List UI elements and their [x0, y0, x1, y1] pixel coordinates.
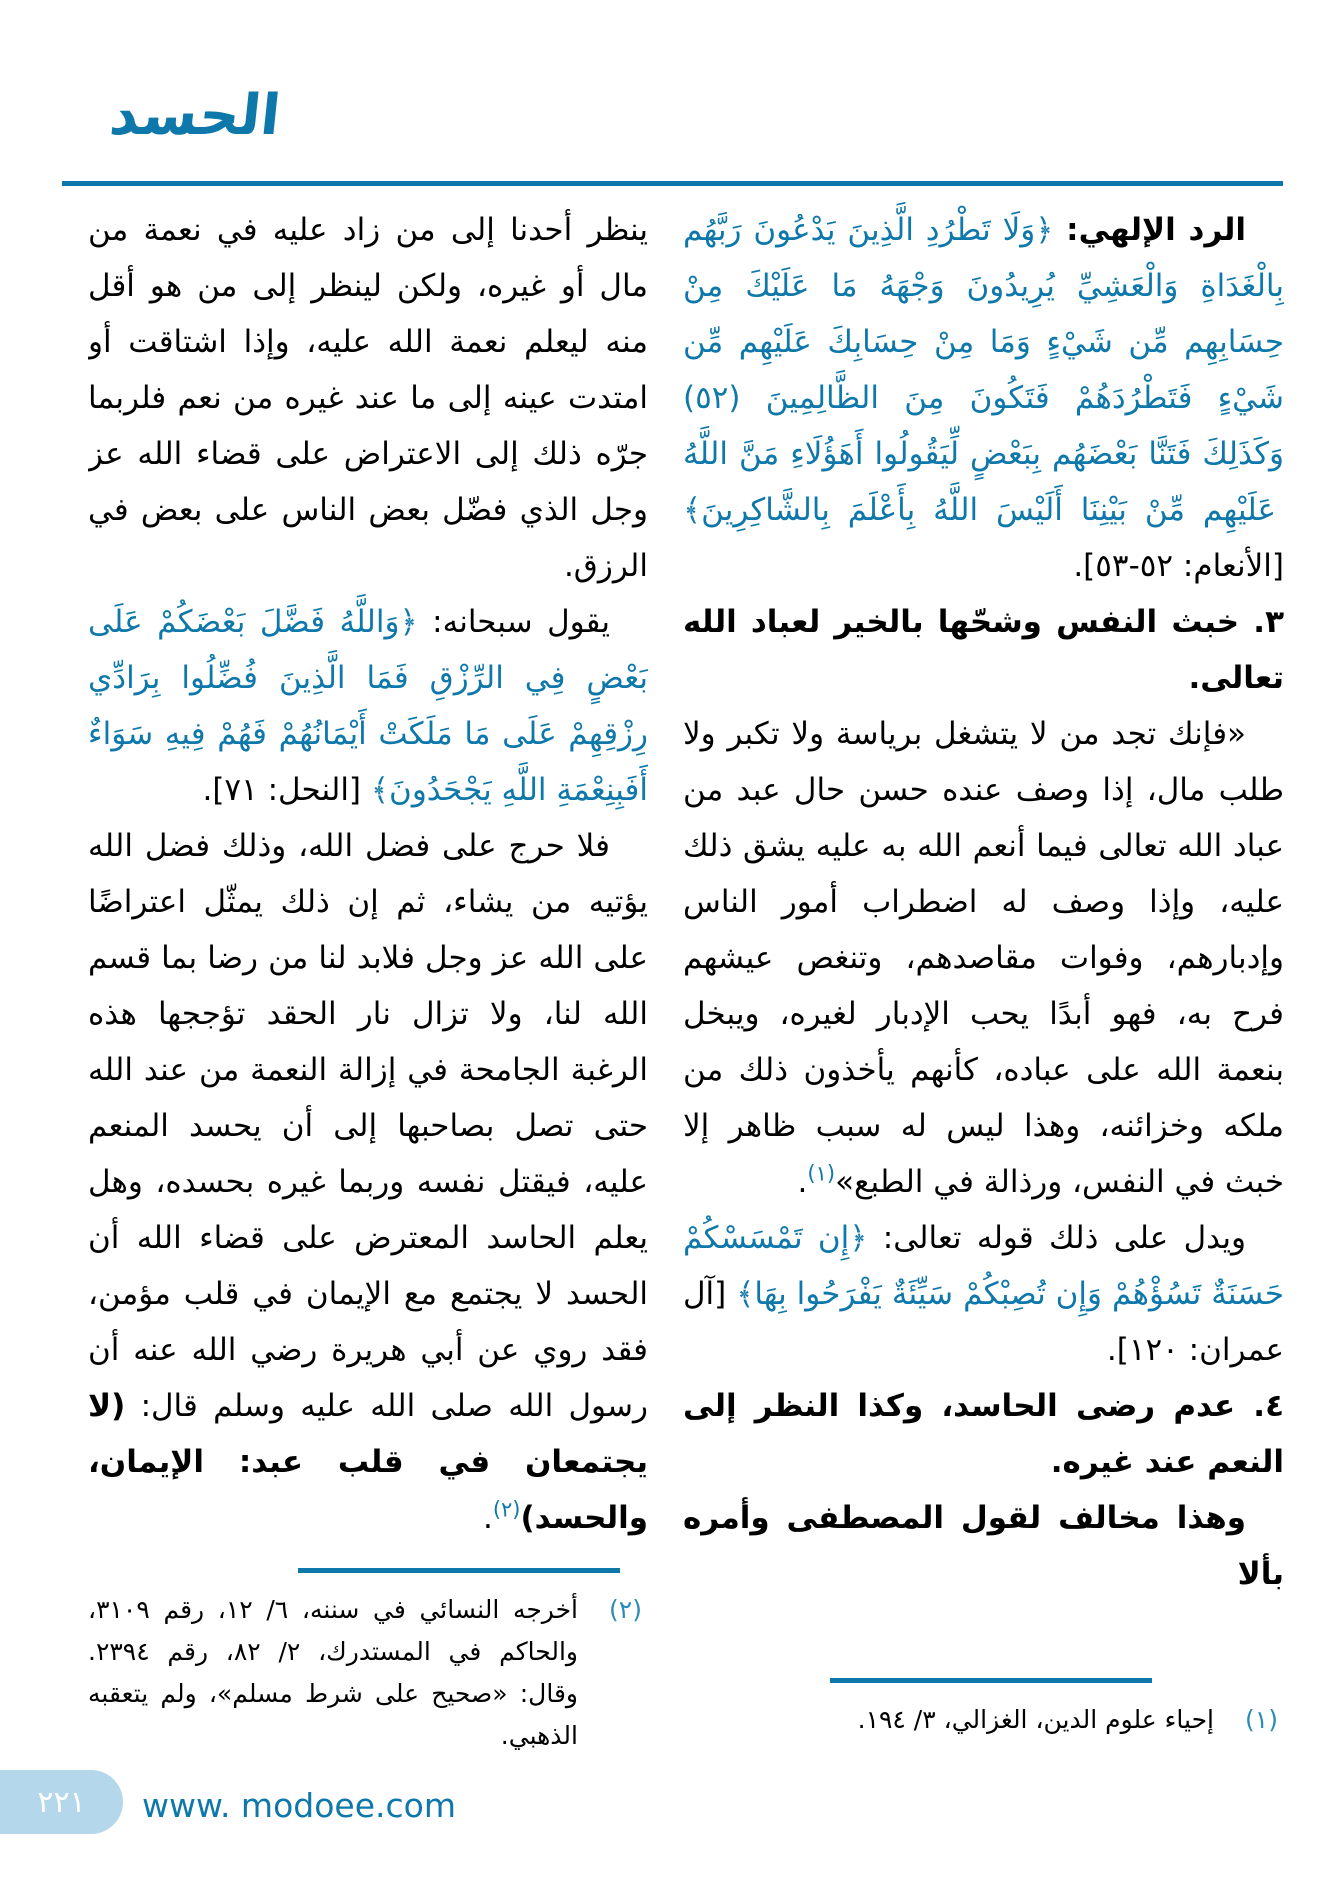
paragraph-divine-response — [683, 202, 1284, 594]
quran-verse-alnahl: ﴿وَاللَّهُ فَضَّلَ بَعْضَكُمْ عَلَى بَعْضٍ فِي الرِّزْقِ فَمَا الَّذِينَ فُضِّلُوا بِرَادِّي رِزْقِهِمْ عَلَى مَا مَلَكَتْ أَيْمَانُهُمْ فَهُمْ فِيهِ سَوَاءٌ أَفَبِنِعْمَةِ اللَّهِ يَجْحَدُونَ﴾ — [88, 604, 648, 808]
paragraph-fadl-allah — [88, 818, 648, 1546]
footnote-block-left — [88, 1568, 648, 1757]
heading-point-4: ٤. عدم رضى الحاسد، وكذا النظر إلى النعم عند غيره. — [683, 1388, 1284, 1480]
chapter-title-calligraphy: الحسد — [106, 83, 284, 148]
website-url: www. modoee.com — [142, 1786, 456, 1825]
hadith-text: (لا يجتمعان في قلب عبد: الإيمان، والحسد) — [88, 1388, 648, 1536]
footnote-1-mark: (١) — [1245, 1705, 1278, 1734]
paragraph-evidence — [683, 1210, 1284, 1378]
quran-verse-alanam: ﴿وَلَا تَطْرُدِ الَّذِينَ يَدْعُونَ رَبَّهُم بِالْغَدَاةِ وَالْعَشِيِّ يُرِيدُونَ وَجْهَهُ مَا عَلَيْكَ مِنْ حِسَابِهِم مِّن شَيْءٍ وَمَا مِنْ حِسَابِكَ عَلَيْهِم مِّن شَيْءٍ فَتَطْرُدَهُمْ فَتَكُونَ مِنَ الظَّالِمِينَ (٥٢) وَكَذَلِكَ فَتَنَّا بَعْضَهُم بِبَعْضٍ لِّيَقُولُوا أَهَؤُلَاءِ مَنَّ اللَّهُ عَلَيْهِم مِّنْ بَيْنِنَا أَلَيْسَ اللَّهُ بِأَعْلَمَ بِالشَّاكِرِينَ﴾ — [683, 212, 1284, 528]
right-column — [683, 202, 1284, 1670]
hadith-period: . — [482, 1500, 493, 1536]
footnote-1 — [683, 1699, 1284, 1741]
lead-divine-response: الرد الإلهي: — [1053, 212, 1246, 248]
verse-ref-alanam: [الأنعام: ٥٢-٥٣]. — [1073, 548, 1284, 584]
footnote-ref-2: (٢) — [492, 1497, 521, 1522]
quote-ghazali-text: «فإنك تجد من لا يتشغل برياسة ولا تكبر ولا طلب مال، إذا وصف عنده حسن حال عبد من عباد الله تعالى فيما أنعم الله به عليه يشق ذلك عليه، وإذا وصف له اضطراب أمور الناس وإدبارهم، وفوات مقاصدهم، وتنغص عيشهم فرح به، فهو أبدًا يحب الإدبار لغيره، ويبخل بنعمة الله على عباده، كأنهم يأخذون ذلك من ملكه وخزائنه، وهذا ليس له سبب ظاهر إلا خبث في النفس، ورذالة في الطبع» — [683, 716, 1284, 1200]
footnote-2-mark: (٢) — [609, 1595, 642, 1624]
fadl-allah-text: فلا حرج على فضل الله، وذلك فضل الله يؤتيه من يشاء، ثم إن ذلك يمثّل اعتراضًا على الله عز وجل فلابد لنا من رضا بما قسم الله لنا، ولا تزال نار الحقد تؤججها هذه الرغبة الجامحة في إزالة النعمة من عند الله حتى تصل بصاحبها إلى أن يحسد المنعم عليه، فيقتل نفسه وربما غيره بحسده، وهل يعلم الحاسد المعترض على قضاء الله أن الحسد لا يجتمع مع الإيمان في قلب مؤمن، فقد روي عن أبي هريرة رضي الله عنه أن رسول الله صلى الله عليه وسلم قال: — [88, 828, 648, 1424]
paragraph-subhanahu — [88, 594, 648, 818]
left-column — [88, 202, 648, 1558]
lead-evidence: ويدل على ذلك قوله تعالى: — [867, 1220, 1247, 1256]
page-number-pill — [0, 1770, 123, 1834]
quote-ghazali-period: . — [797, 1164, 808, 1200]
paragraph-continuation: ينظر أحدنا إلى من زاد عليه في نعمة من مال أو غيره، ولكن لينظر إلى من هو أقل منه ليعلم نعمة الله عليه، وإذا اشتاقت أو امتدت عينه إلى ما عند غيره من نعم فلربما جرّه ذلك إلى الاعتراض على قضاء الله عز وجل الذي فضّل بعض الناس على بعض في الرزق. — [88, 212, 648, 584]
page-number: ٢٢١ — [37, 1784, 86, 1820]
header-rule — [62, 181, 1283, 186]
verse-ref-alnahl: [النحل: ٧١]. — [202, 772, 362, 808]
footnote-ref-1: (١) — [807, 1161, 836, 1186]
verse-ref-alimran: [آل عمران: ١٢٠]. — [683, 1276, 1284, 1368]
footnote-separator-right — [830, 1678, 1152, 1683]
paragraph-quote-ghazali — [683, 706, 1284, 1210]
footnote-block-right — [683, 1678, 1284, 1741]
footnote-2 — [88, 1589, 648, 1757]
footnote-separator-left — [298, 1568, 620, 1573]
lead-subhanahu: يقول سبحانه: — [417, 604, 610, 640]
paragraph-mukhalif: وهذا مخالف لقول المصطفى وأمره بألا — [683, 1500, 1284, 1592]
quran-verse-alimran: ﴿إِن تَمْسَسْكُمْ حَسَنَةٌ تَسُؤْهُمْ وَإِن تُصِبْكُمْ سَيِّئَةٌ يَفْرَحُوا بِهَا﴾ — [683, 1220, 1284, 1312]
footnote-2-text: أخرجه النسائي في سننه، ٦/ ١٢، رقم ٣١٠٩، والحاكم في المستدرك، ٢/ ٨٢، رقم ٢٣٩٤. وقال: «صحيح على شرط مسلم»، ولم يتعقبه الذهبي. — [88, 1595, 579, 1750]
heading-point-3: ٣. خبث النفس وشحّها بالخير لعباد الله تعالى. — [683, 604, 1284, 696]
footnote-1-text: إحياء علوم الدين، الغزالي، ٣/ ١٩٤. — [857, 1705, 1214, 1734]
